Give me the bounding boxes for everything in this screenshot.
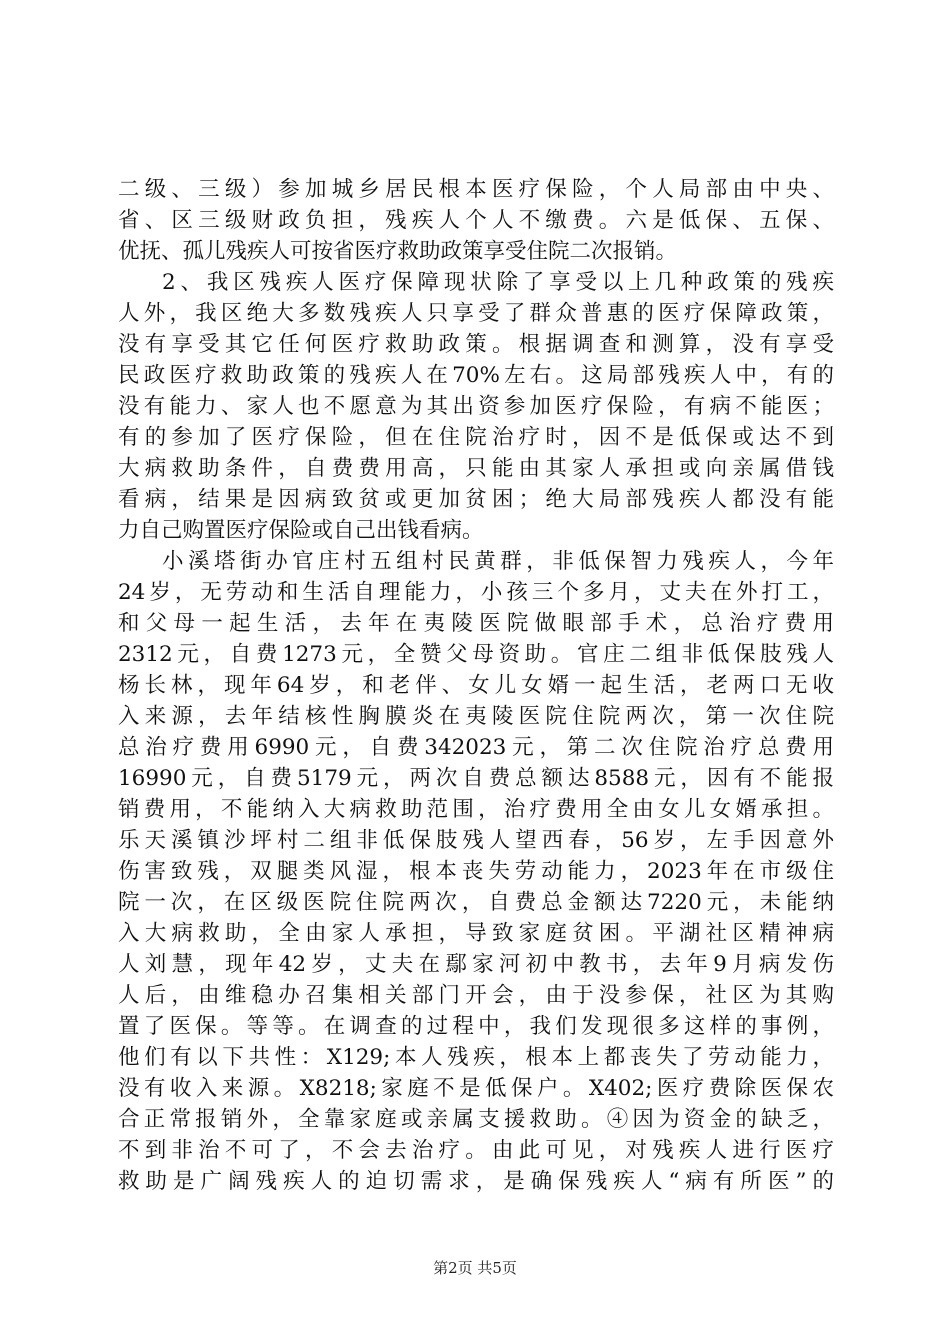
paragraph-start-line: 小溪塔街办官庄村五组村民黄群，非低保智力残疾人，今年	[162, 549, 834, 574]
text-line: 不到非治不可了，不会去治疗。由此可见，对残疾人进行医疗	[118, 1138, 834, 1163]
text-line: 力自己购置医疗保险或自己出钱看病。	[118, 518, 484, 543]
paragraph-start-line: 2、我区残疾人医疗保障现状除了享受以上几种政策的残疾	[162, 270, 834, 295]
text-line: 和父母一起生活，去年在夷陵医院做眼部手术，总治疗费用	[118, 611, 834, 636]
text-line: 省、区三级财政负担，残疾人个人不缴费。六是低保、五保、	[118, 208, 834, 233]
text-line: 没有收入来源。X8218;家庭不是低保户。X402;医疗费除医保农	[118, 1076, 834, 1101]
text-line: 优抚、孤儿残疾人可按省医疗救助政策享受住院二次报销。	[118, 239, 678, 264]
text-line: 总治疗费用6990元，自费342023元，第二次住院治疗总费用	[118, 735, 834, 760]
text-line: 16990元，自费5179元，两次自费总额达8588元，因有不能报	[118, 766, 834, 791]
text-line: 院一次，在区级医院住院两次，自费总金额达7220元，未能纳	[118, 890, 834, 915]
text-line: 大病救助条件，自费费用高，只能由其家人承担或向亲属借钱	[118, 456, 834, 481]
text-line: 人后，由维稳办召集相关部门开会，由于没参保，社区为其购	[118, 983, 834, 1008]
text-line: 合正常报销外，全靠家庭或亲属支援救助。④因为资金的缺乏，	[118, 1107, 834, 1132]
text-line: 民政医疗救助政策的残疾人在70%左右。这局部残疾人中，有的	[118, 363, 834, 388]
text-line: 没有享受其它任何医疗救助政策。根据调查和测算，没有享受	[118, 332, 834, 357]
text-line: 杨长林，现年64岁，和老伴、女儿女婿一起生活，老两口无收	[118, 673, 834, 698]
text-line: 入大病救助，全由家人承担，导致家庭贫困。平湖社区精神病	[118, 921, 834, 946]
text-line: 没有能力、家人也不愿意为其出资参加医疗保险，有病不能医；	[118, 394, 834, 419]
text-line: 伤害致残，双腿类风湿，根本丧失劳动能力，2023年在市级住	[118, 859, 834, 884]
text-line: 乐天溪镇沙坪村二组非低保肢残人望西春，56岁，左手因意外	[118, 828, 834, 853]
text-line: 销费用，不能纳入大病救助范围，治疗费用全由女儿女婿承担。	[118, 797, 834, 822]
text-line: 有的参加了医疗保险，但在住院治疗时，因不是低保或达不到	[118, 425, 834, 450]
text-line: 看病，结果是因病致贫或更加贫困；绝大局部残疾人都没有能	[118, 487, 834, 512]
text-line: 救助是广阔残疾人的迫切需求，是确保残疾人“病有所医”的	[118, 1169, 834, 1194]
text-line: 入来源，去年结核性胸膜炎在夷陵医院住院两次，第一次住院	[118, 704, 834, 729]
text-line: 2312元，自费1273元，全赞父母资助。官庄二组非低保肢残人	[118, 642, 834, 667]
text-line: 人刘慧，现年42岁，丈夫在鄢家河初中教书，去年9月病发伤	[118, 952, 834, 977]
text-line: 他们有以下共性：X129;本人残疾，根本上都丧失了劳动能力，	[118, 1045, 834, 1070]
text-line: 二级、三级）参加城乡居民根本医疗保险，个人局部由中央、	[118, 177, 834, 202]
text-line: 人外，我区绝大多数残疾人只享受了群众普惠的医疗保障政策，	[118, 301, 834, 326]
page-number-footer: 第2页 共5页	[433, 1259, 517, 1277]
text-line: 置了医保。等等。在调查的过程中，我们发现很多这样的事例，	[118, 1014, 834, 1039]
text-line: 24岁，无劳动和生活自理能力，小孩三个多月，丈夫在外打工，	[118, 580, 834, 605]
